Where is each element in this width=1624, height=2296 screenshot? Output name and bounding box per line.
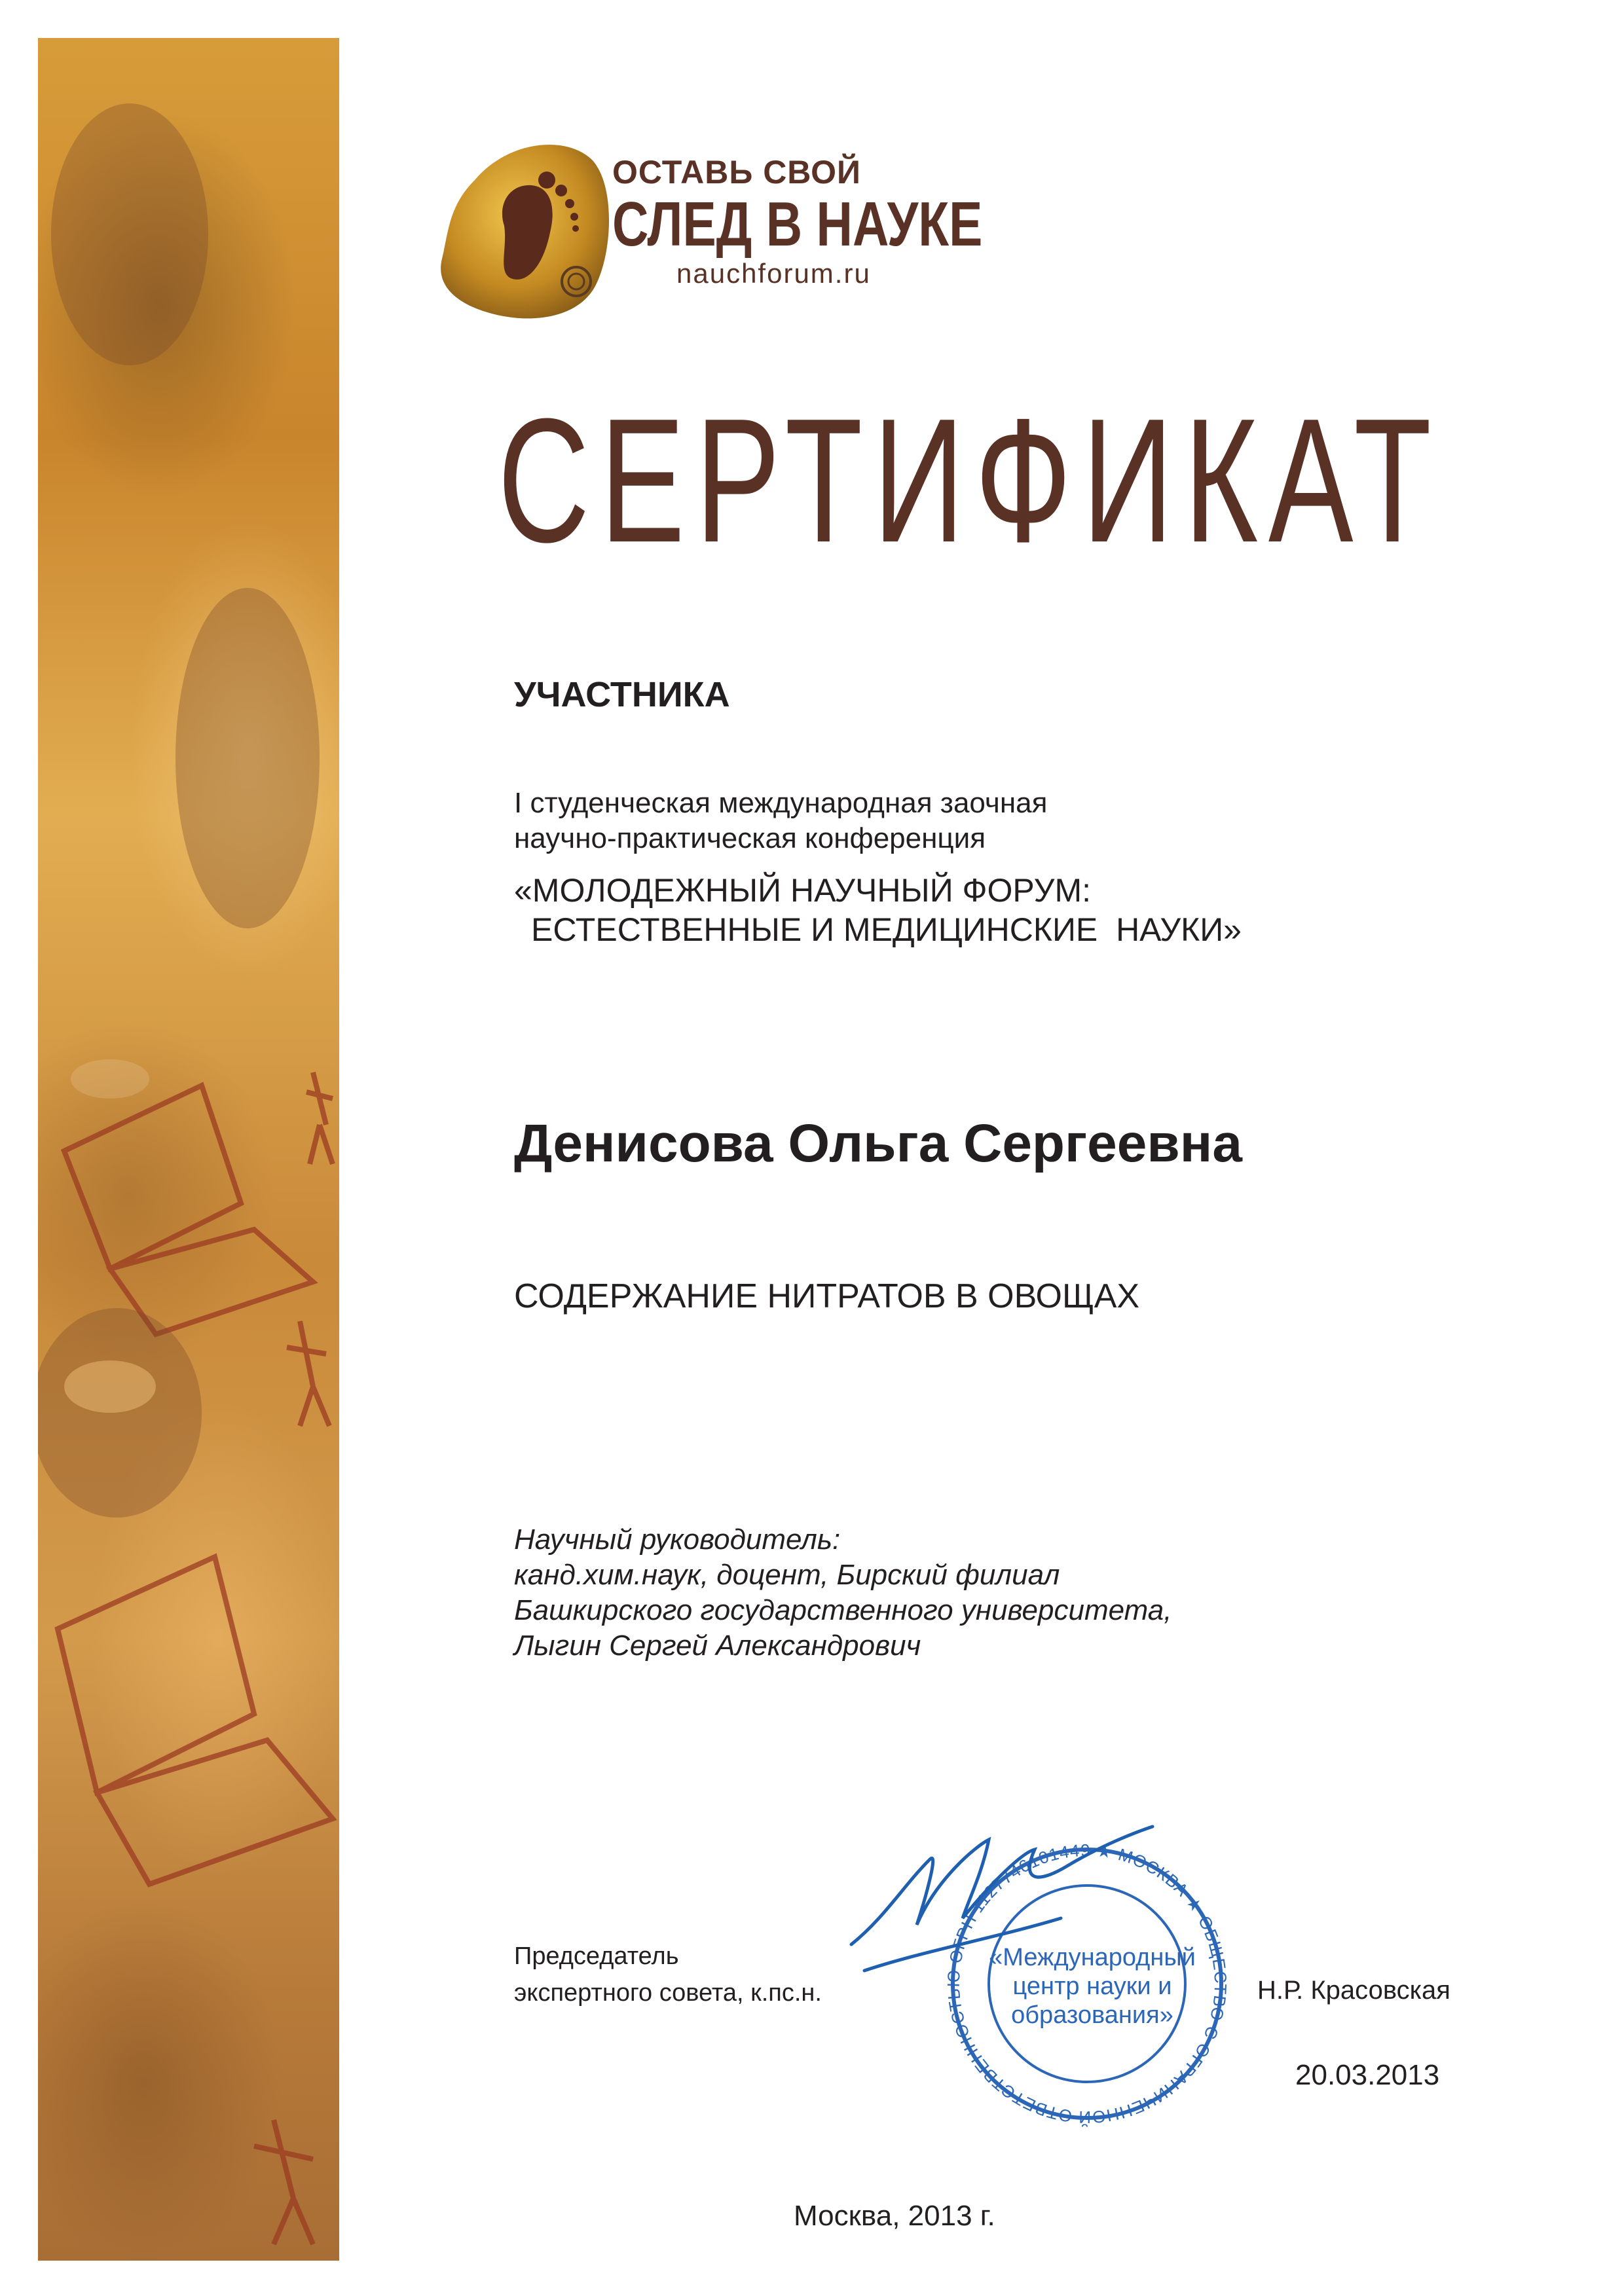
certificate-title: СЕРТИФИКАТ bbox=[498, 382, 1442, 579]
animal-drawing-2 bbox=[71, 1059, 149, 1099]
supervisor-block bbox=[514, 1522, 1172, 1664]
rock-texture-2 bbox=[175, 588, 320, 928]
figure-drawing-2 bbox=[287, 1321, 329, 1426]
rock-texture bbox=[51, 103, 208, 365]
figure-drawing bbox=[306, 1072, 333, 1164]
logo-line-2: СЛЕД В НАУКЕ bbox=[612, 189, 983, 259]
forum-line-1: «МОЛОДЕЖНЫЙ НАУЧНЫЙ ФОРУМ: bbox=[514, 872, 1091, 909]
stamp-line-3: образования» bbox=[1011, 2001, 1173, 2029]
figure-drawing-3 bbox=[254, 2120, 313, 2244]
paper-topic: СОДЕРЖАНИЕ НИТРАТОВ В ОВОЩАХ bbox=[514, 1277, 1140, 1315]
forum-name bbox=[514, 871, 1242, 949]
chair-title bbox=[514, 1938, 822, 2011]
decorative-rock-art-stripe bbox=[38, 38, 339, 2261]
footprint-stone-logo-icon bbox=[435, 134, 632, 331]
conference-description bbox=[514, 786, 1047, 856]
animal-drawing bbox=[64, 1360, 156, 1413]
participant-label: УЧАСТНИКА bbox=[514, 675, 730, 714]
supervisor-line-3: Лыгин Сергей Александрович bbox=[514, 1630, 921, 1662]
supervisor-line-2: Башкирского государственного университета, bbox=[514, 1594, 1172, 1626]
forum-line-2: ЕСТЕСТВЕННЫЕ И МЕДИЦИНСКИЕ НАУКИ» bbox=[531, 911, 1242, 948]
logo bbox=[435, 134, 1038, 331]
laptop-keyboard-drawing-2 bbox=[97, 1740, 333, 1884]
conference-line-2: научно-практическая конференция bbox=[514, 822, 986, 854]
stamp-ring-text: ОБЩЕСТВО С ОГРАНИЧЕННОЙ ОТВЕТСТВЕННОСТЬЮ ОГРН 1127746101449 ★ МОСКВА ★ bbox=[943, 1840, 1231, 2128]
official-stamp bbox=[825, 1787, 1244, 2128]
logo-site: nauchforum.ru bbox=[676, 258, 871, 289]
recipient-name: Денисова Ольга Сергеевна bbox=[514, 1114, 1242, 1173]
rock-painting-drawings bbox=[38, 38, 339, 2261]
signer-name: Н.Р. Красовская bbox=[1257, 1976, 1450, 2005]
rock-texture-3 bbox=[38, 1308, 202, 1518]
supervisor-line-1: канд.хим.наук, доцент, Бирский филиал bbox=[514, 1559, 1060, 1591]
laptop-drawing-2 bbox=[58, 1557, 254, 1793]
city-year: Москва, 2013 г. bbox=[794, 2200, 995, 2232]
supervisor-label: Научный руководитель: bbox=[514, 1523, 841, 1556]
logo-line-1: ОСТАВЬ СВОЙ bbox=[612, 154, 861, 191]
issue-date: 20.03.2013 bbox=[1295, 2059, 1440, 2091]
stamp-line-1: «Международный bbox=[989, 1944, 1196, 1971]
stamp-center-text bbox=[968, 1943, 1217, 2030]
chair-line-1: Председатель bbox=[514, 1942, 679, 1970]
stamp-line-2: центр науки и bbox=[1012, 1973, 1172, 2000]
chair-line-2: экспертного совета, к.пс.н. bbox=[514, 1979, 822, 2007]
conference-line-1: I студенческая международная заочная bbox=[514, 787, 1048, 819]
